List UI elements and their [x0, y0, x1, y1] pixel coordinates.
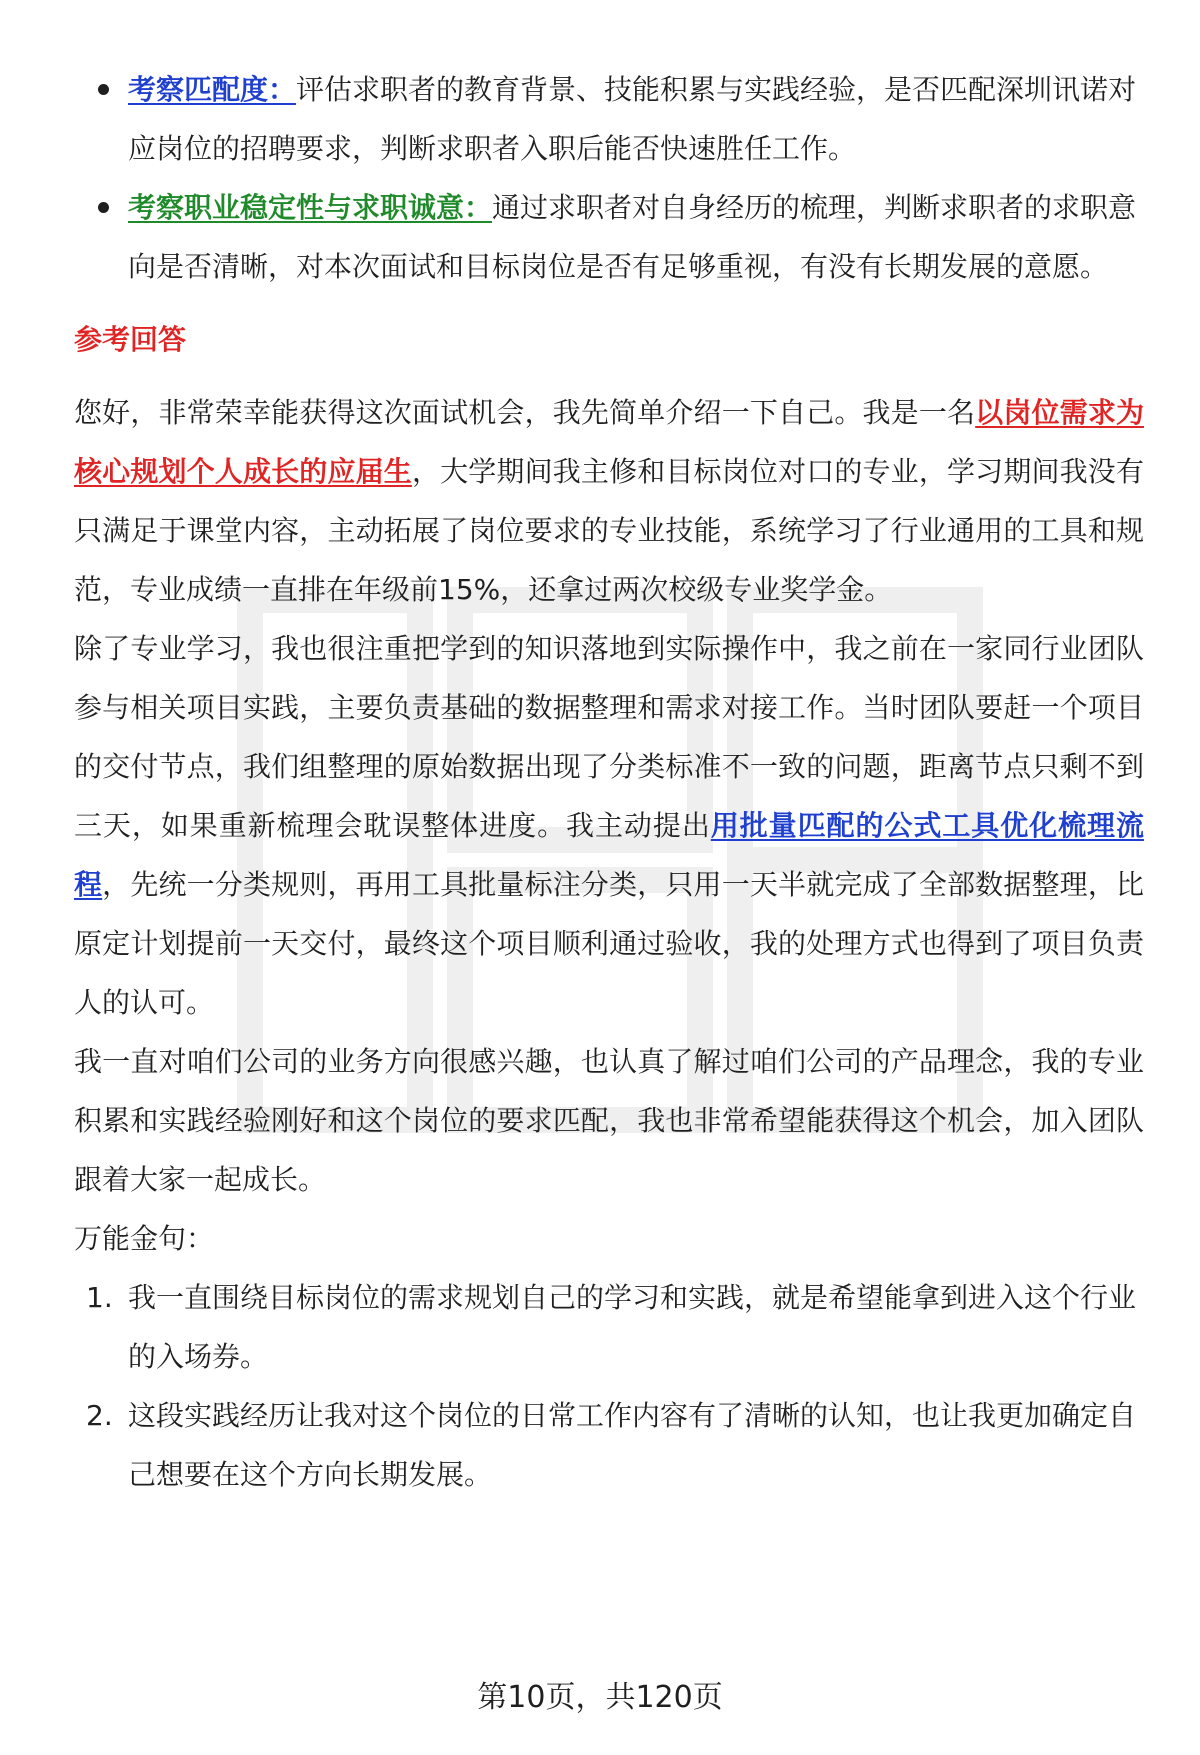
bullet-dot	[98, 202, 109, 213]
para1-text-after: ，大学期间我主修和目标岗位对口的专业，学习期间我没有只满足于课堂内容，主动拓展了岗位要求的专业技能，系统学习了行业通用的工具和规范，专业成绩一直排在年级前15%，还拿过两次校级专业奖学金。	[74, 455, 1144, 606]
para1-text-before: 您好，非常荣幸能获得这次面试机会，我先简单介绍一下自己。我是一名	[74, 396, 976, 429]
golden-phrases-title: 万能金句：	[74, 1222, 215, 1255]
para2-highlight: 用批量匹配的公式工具优化梳理流程	[74, 809, 1144, 901]
list-item	[74, 1268, 1144, 1386]
list-number: 2.	[86, 1399, 113, 1432]
criteria-label-stability: 考察职业稳定性与求职诚意：	[128, 191, 493, 224]
para1-highlight: 以岗位需求为核心规划个人成长的应届生	[74, 396, 1144, 488]
answer-paragraph-3: 我一直对咱们公司的业务方向很感兴趣，也认真了解过咱们公司的产品理念，我的专业积累和实践经验刚好和这个岗位的要求匹配，我也非常希望能获得这个机会，加入团队跟着大家一起成长。	[74, 1045, 1144, 1196]
criteria-label-match: 考察匹配度：	[128, 73, 297, 106]
criteria-text-stability: 通过求职者对自身经历的梳理，判断求职者的求职意向是否清晰，对本次面试和目标岗位是否有足够重视，有没有长期发展的意愿。	[128, 191, 1137, 283]
bullet-dot	[98, 84, 109, 95]
para2-text-after: ，先统一分类规则，再用工具批量标注分类，只用一天半就完成了全部数据整理，比原定计划提前一天交付，最终这个项目顺利通过验收，我的处理方式也得到了项目负责人的认可。	[74, 868, 1144, 1019]
golden-phrases-list	[74, 1268, 1144, 1504]
criteria-text-match: 评估求职者的教育背景、技能积累与实践经验，是否匹配深圳讯诺对应岗位的招聘要求，判断求职者入职后能否快速胜任工作。	[128, 73, 1137, 165]
phrase-text: 这段实践经历让我对这个岗位的日常工作内容有了清晰的认知，也让我更加确定自己想要在这个方向长期发展。	[128, 1399, 1137, 1491]
section-title: 参考回答	[74, 323, 187, 356]
para2-text-before: 除了专业学习，我也很注重把学到的知识落地到实际操作中，我之前在一家同行业团队参与相关项目实践，主要负责基础的数据整理和需求对接工作。当时团队要赶一个项目的交付节点，我们组整理的原始数据出现了分类标准不一致的问题，距离节点只剩不到三天，如果重新梳理会耽误整体进度。我主动提出	[74, 632, 1144, 842]
list-item	[74, 60, 1144, 178]
answer-paragraph-2	[74, 619, 1144, 1032]
main-content	[74, 60, 1144, 1504]
page-footer: 第10页，共120页	[477, 1680, 723, 1715]
phrase-text: 我一直围绕目标岗位的需求规划自己的学习和实践，就是希望能拿到进入这个行业的入场券。	[128, 1281, 1137, 1373]
list-item	[74, 178, 1144, 296]
list-number: 1.	[86, 1281, 113, 1314]
answer-paragraph-1	[74, 383, 1144, 619]
criteria-list	[74, 60, 1144, 296]
list-item	[74, 1386, 1144, 1504]
